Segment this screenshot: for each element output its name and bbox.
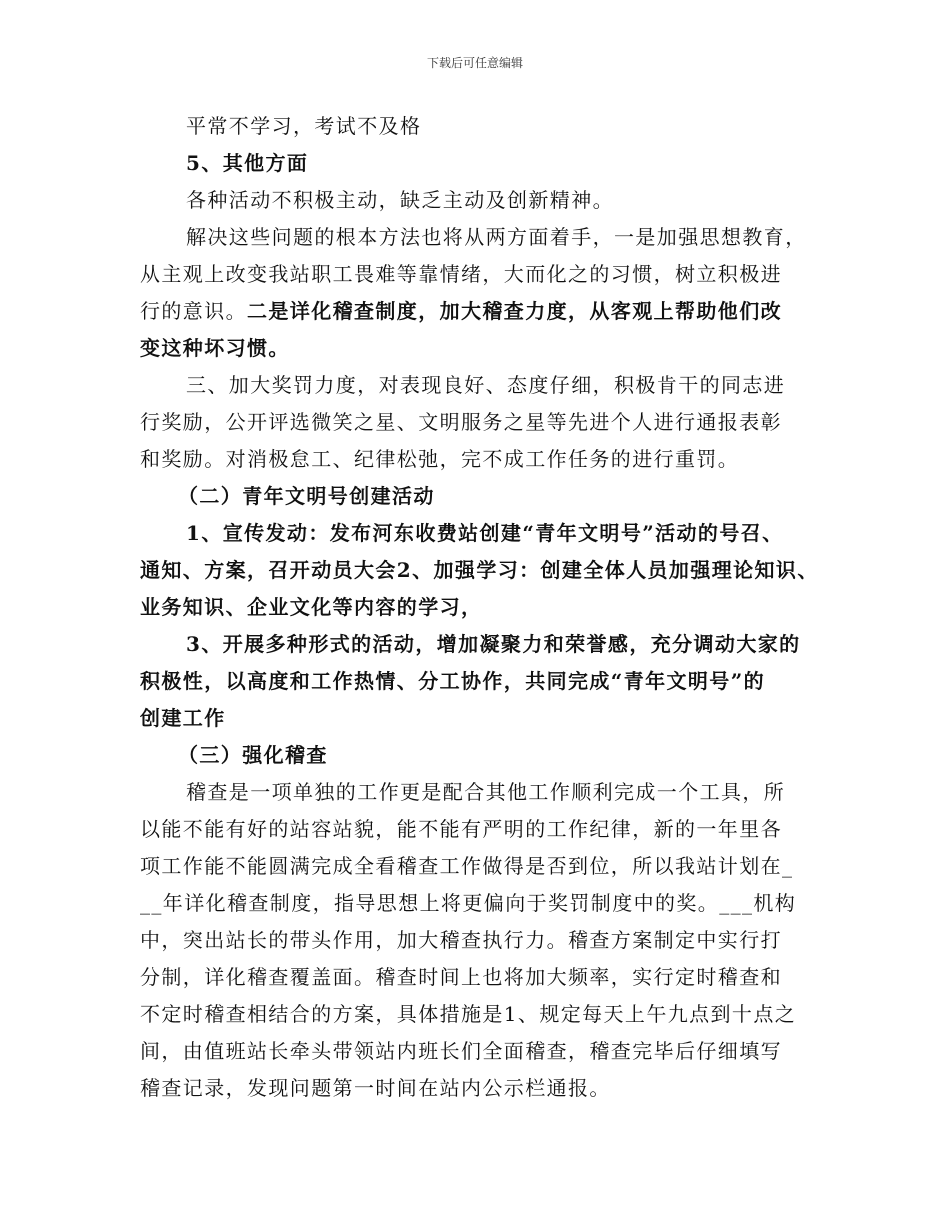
paragraph-line: 从主观上改变我站职工畏难等靠情绪，大而化之的习惯，树立积极进	[140, 262, 782, 286]
bold-text: 二是详化稽查制度，加大稽查力度，从客观上帮助他们改	[247, 299, 782, 323]
paragraph-line: 三、加大奖罚力度，对表现良好、态度仔细，积极肯干的同志进	[186, 373, 786, 397]
paragraph-line: 项工作能不能圆满完成全看稽查工作做得是否到位，所以我站计划在_	[140, 854, 794, 878]
section-heading: 5、其他方面	[186, 151, 309, 175]
paragraph-line: 分制，详化稽查覆盖面。稽查时间上也将加大频率，实行定时稽查和	[140, 965, 782, 989]
paragraph-line: 不定时稽查相结合的方案，具体措施是1、规定每天上午九点到十点之	[140, 1002, 797, 1026]
paragraph-line: 通知、方案，召开动员大会2、加强学习：创建全体人员加强理论知识、	[140, 558, 819, 582]
paragraph-line: 积极性，以高度和工作热情、分工协作，共同完成“青年文明号”的	[140, 669, 766, 693]
paragraph-line: 解决这些问题的根本方法也将从两方面着手，一是加强思想教育，	[186, 225, 807, 249]
paragraph-line: 创建工作	[140, 706, 226, 730]
paragraph-line: 间，由值班站长牵头带领站内班长们全面稽查，稽查完毕后仔细填写	[140, 1039, 782, 1063]
paragraph-text: 行的意识。	[140, 299, 247, 323]
paragraph-line: __年详化稽查制度，指导思想上将更偏向于奖罚制度中的奖。___机构	[140, 891, 797, 915]
page-header: 下载后可任意编辑	[426, 56, 523, 70]
paragraph-line: 稽查是一项单独的工作更是配合其他工作顺利完成一个工具，所	[186, 780, 786, 804]
section-heading: （二）青年文明号创建活动	[178, 484, 435, 508]
paragraph-line: 变这种坏习惯。	[140, 336, 290, 360]
paragraph-line: 业务知识、企业文化等内容的学习，	[140, 595, 483, 619]
section-heading: （三）强化稽查	[178, 743, 328, 767]
paragraph-line	[140, 293, 812, 330]
paragraph-line: 稽查记录，发现问题第一时间在站内公示栏通报。	[140, 1076, 611, 1100]
paragraph-line: 各种活动不积极主动，缺乏主动及创新精神。	[186, 188, 614, 212]
paragraph-line: 和奖励。对消极怠工、纪律松弛，完不成工作任务的进行重罚。	[140, 447, 740, 471]
paragraph-line: 1、宣传发动：发布河东收费站创建“青年文明号”活动的号召、	[186, 521, 784, 545]
paragraph-line: 平常不学习，考试不及格	[186, 114, 422, 138]
paragraph-line: 3、开展多种形式的活动，增加凝聚力和荣誉感，充分调动大家的	[186, 632, 801, 656]
paragraph-line: 中，突出站长的带头作用，加大稽查执行力。稽查方案制定中实行打	[140, 928, 782, 952]
paragraph-line: 行奖励，公开评选微笑之星、文明服务之星等先进个人进行通报表彰	[140, 410, 782, 434]
document-body	[140, 108, 819, 1107]
paragraph-line: 以能不能有好的站容站貌，能不能有严明的工作纪律，新的一年里各	[140, 817, 782, 841]
